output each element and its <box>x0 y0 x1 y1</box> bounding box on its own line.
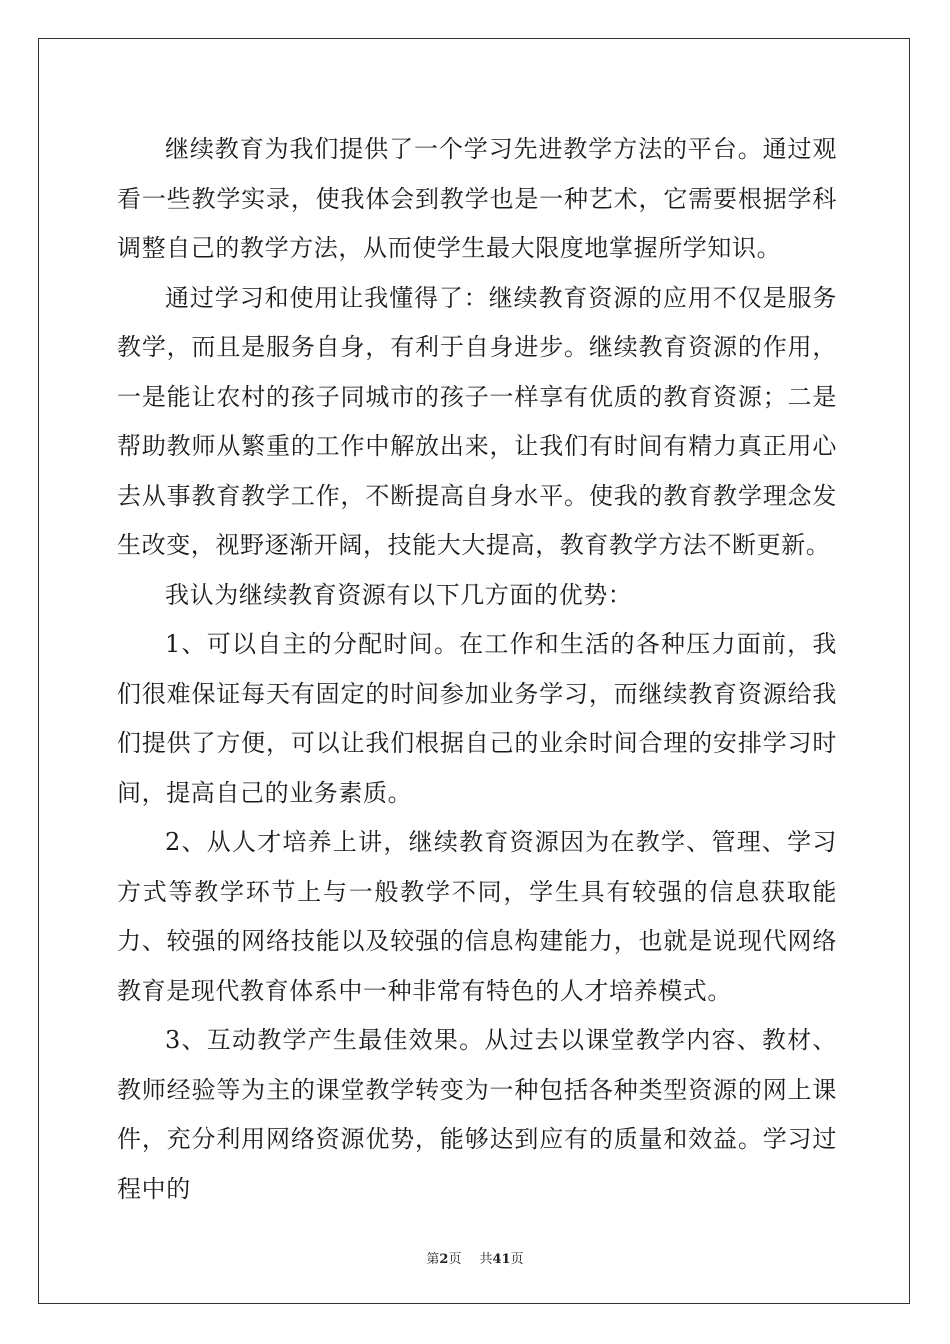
page-total: 共41页 <box>479 1252 524 1267</box>
paragraph-1: 继续教育为我们提供了一个学习先进教学方法的平台。通过观看一些教学实录，使我体会到教学也是一种艺术，它需要根据学科调整自己的教学方法，从而使学生最大限度地掌握所学知识。 <box>117 135 837 262</box>
paragraph-4: 1、可以自主的分配时间。在工作和生活的各种压力面前，我们很难保证每天有固定的时间参加业务学习，而继续教育资源给我们提供了方便，可以让我们根据自己的业余时间合理的安排学习时间，提高自己的业务素质。 <box>117 630 837 807</box>
paragraph-5: 2、从人才培养上讲，继续教育资源因为在教学、管理、学习方式等教学环节上与一般教学不同，学生具有较强的信息获取能力、较强的网络技能以及较强的信息构建能力，也就是说现代网络教育是现代教育体系中一种非常有特色的人才培养模式。 <box>117 828 837 1005</box>
paragraph-2: 通过学习和使用让我懂得了：继续教育资源的应用不仅是服务教学，而且是服务自身，有利于自身进步。继续教育资源的作用，一是能让农村的孩子同城市的孩子一样享有优质的教育资源；二是帮助教师从繁重的工作中解放出来，让我们有时间有精力真正用心去从事教育教学工作，不断提高自身水平。使我的教育教学理念发生改变，视野逐渐开阔，技能大大提高，教育教学方法不断更新。 <box>117 283 837 559</box>
page-number: 第2页 <box>426 1252 462 1267</box>
document-body <box>117 125 837 1214</box>
paragraph-3: 我认为继续教育资源有以下几方面的优势： <box>165 580 633 609</box>
page-footer <box>0 1248 950 1267</box>
paragraph-6: 3、互动教学产生最佳效果。从过去以课堂教学内容、教材、教师经验等为主的课堂教学转变为一种包括各种类型资源的网上课件，充分利用网络资源优势，能够达到应有的质量和效益。学习过程中的 <box>117 1026 837 1203</box>
